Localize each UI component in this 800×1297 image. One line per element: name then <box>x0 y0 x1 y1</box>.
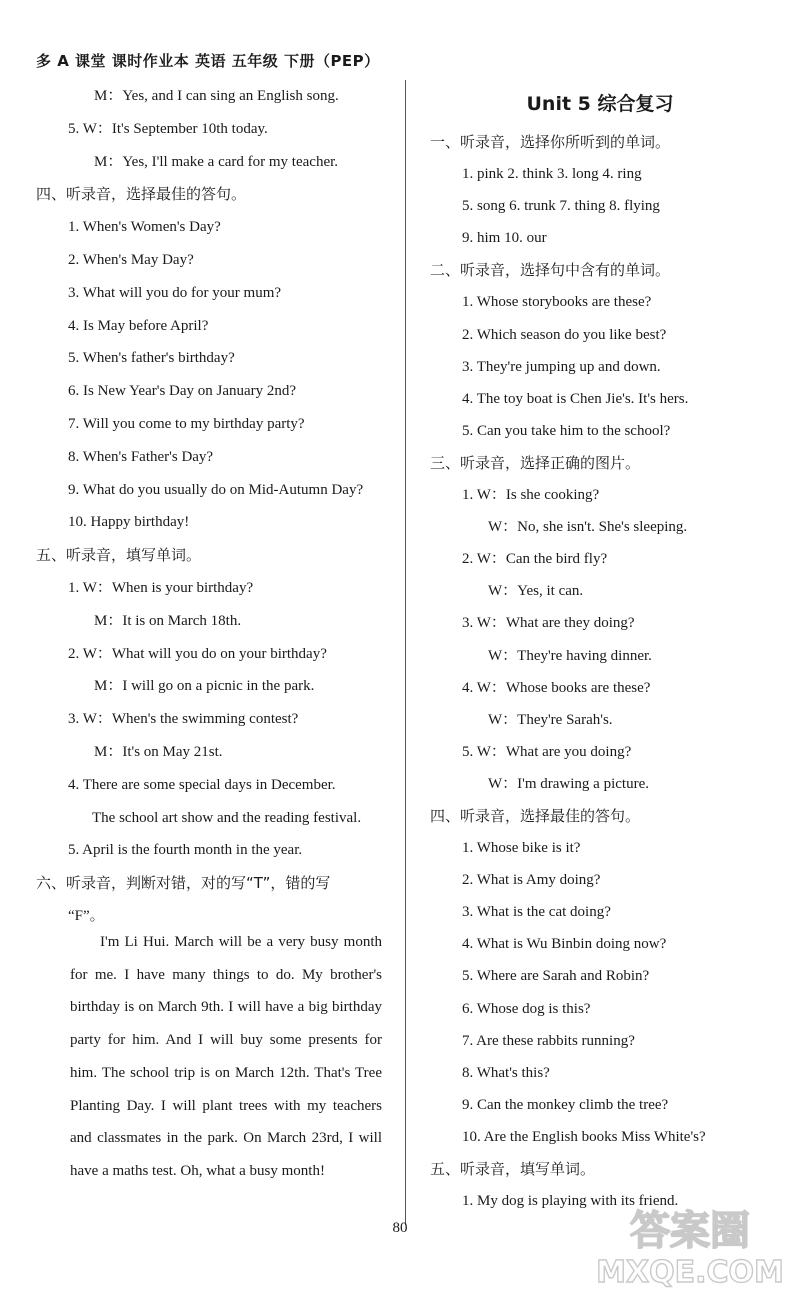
right-line: 3. What is the cat doing? <box>462 904 611 921</box>
right-line: 1. My dog is playing with its friend. <box>462 1193 679 1210</box>
right-line: 7. Are these rabbits running? <box>462 1032 635 1049</box>
left-line: 4. There are some special days in December. <box>68 776 336 793</box>
left-line: 5. April is the fourth month in the year. <box>68 842 303 859</box>
right-line: 4. The toy boat is Chen Jie's. It's hers. <box>462 390 689 407</box>
right-line: 2. What is Amy doing? <box>462 872 601 889</box>
right-line: 4. What is Wu Binbin doing now? <box>462 936 667 953</box>
right-line: 9. him 10. our <box>462 230 547 247</box>
right-line: 8. What's this? <box>462 1064 550 1081</box>
left-line: 3. What will you do for your mum? <box>68 284 282 301</box>
left-line: 5. W：It's September 10th today. <box>68 120 268 137</box>
right-line: 1. pink 2. think 3. long 4. ring <box>462 166 642 183</box>
left-section-heading: 六、听录音，判断对错，对的写“T”，错的写 <box>36 874 331 893</box>
right-line: 3. They're jumping up and down. <box>462 358 661 375</box>
column-divider <box>405 80 406 1225</box>
watermark-main-text: 答案圈 <box>630 1208 750 1254</box>
left-line: 9. What do you usually do on Mid-Autumn Day? <box>68 481 364 498</box>
right-lines <box>430 126 770 1217</box>
right-line: 10. Are the English books Miss White's? <box>462 1128 706 1145</box>
left-line: 6. Is New Year's Day on January 2nd? <box>68 383 297 400</box>
right-line: 4. W：Whose books are these? <box>462 679 651 696</box>
right-line: W：No, she isn't. She's sleeping. <box>488 519 688 536</box>
watermark-url-text: MXQE.COM <box>596 1255 784 1290</box>
left-line: M：Yes, I'll make a card for my teacher. <box>94 153 339 170</box>
right-section-heading: 五、听录音，填写单词。 <box>430 1160 596 1178</box>
right-section-heading: 四、听录音，选择最佳的答句。 <box>430 806 641 825</box>
right-section-heading: 三、听录音，选择正确的图片。 <box>430 453 641 472</box>
right-column <box>430 84 770 1217</box>
watermark-logo <box>590 1196 790 1291</box>
right-line: 5. Where are Sarah and Robin? <box>462 968 650 985</box>
right-line: W：I'm drawing a picture. <box>488 775 649 792</box>
left-line: 3. W：When's the swimming contest? <box>68 711 299 728</box>
left-line: 7. Will you come to my birthday party? <box>68 415 305 432</box>
right-line: 2. W：Can the bird fly? <box>462 551 608 568</box>
book-header: 多 A 课堂 课时作业本 英语 五年级 下册（PEP） <box>36 52 380 70</box>
right-line: 9. Can the monkey climb the tree? <box>462 1096 669 1113</box>
right-line: 5. W：What are you doing? <box>462 743 632 760</box>
left-line: 4. Is May before April? <box>68 317 209 334</box>
right-section-heading: 二、听录音，选择句中含有的单词。 <box>430 261 671 280</box>
left-section-heading: 五、听录音，填写单词。 <box>36 546 202 565</box>
right-line: W：Yes, it can. <box>488 583 584 600</box>
left-line: “F”。 <box>68 907 105 924</box>
left-line: 1. When's Women's Day? <box>68 219 221 236</box>
right-line: 1. W：Is she cooking? <box>462 487 600 504</box>
left-line: M：It's on May 21st. <box>94 743 223 760</box>
reading-passage: I'm Li Hui. March will be a very busy month for me. I have many things to do. My brother's birthday is on March 9th. I will have a big birthday party for him. And I will buy some presents for him. The school trip is on March 12th. That's Tree Planting Day. I will plant trees with my teachers and classmates in the park. On March 23rd, I will have a maths test. Oh, what a busy month! <box>70 934 382 1179</box>
right-line: 3. W：What are they doing? <box>462 615 635 632</box>
right-line: 5. Can you take him to the school? <box>462 422 671 439</box>
left-line: M：Yes, and I can sing an English song. <box>94 88 339 104</box>
left-line: 1. W：When is your birthday? <box>68 579 254 596</box>
right-line: 1. Whose bike is it? <box>462 840 581 857</box>
left-line: M：I will go on a picnic in the park. <box>94 678 315 695</box>
right-line: 6. Whose dog is this? <box>462 1000 591 1017</box>
page-number: 80 <box>392 1220 408 1236</box>
left-line: 2. W：What will you do on your birthday? <box>68 645 327 662</box>
left-line: M：It is on March 18th. <box>94 612 242 629</box>
unit-title: Unit 5 综合复习 <box>526 93 674 115</box>
left-line: The school art show and the reading festival. <box>92 809 362 826</box>
left-line: 2. When's May Day? <box>68 251 194 268</box>
right-line: W：They're having dinner. <box>488 647 652 664</box>
right-line: 5. song 6. trunk 7. thing 8. flying <box>462 198 660 215</box>
left-line: 5. When's father's birthday? <box>68 350 235 367</box>
left-line: 10. Happy birthday! <box>68 514 190 531</box>
left-column <box>36 80 388 933</box>
right-section-heading: 一、听录音，选择你所听到的单词。 <box>430 133 671 151</box>
left-line: 8. When's Father's Day? <box>68 448 214 465</box>
right-line: 1. Whose storybooks are these? <box>462 294 652 311</box>
right-line: W：They're Sarah's. <box>488 711 613 728</box>
right-line: 2. Which season do you like best? <box>462 326 667 343</box>
left-section-heading: 四、听录音，选择最佳的答句。 <box>36 185 247 204</box>
